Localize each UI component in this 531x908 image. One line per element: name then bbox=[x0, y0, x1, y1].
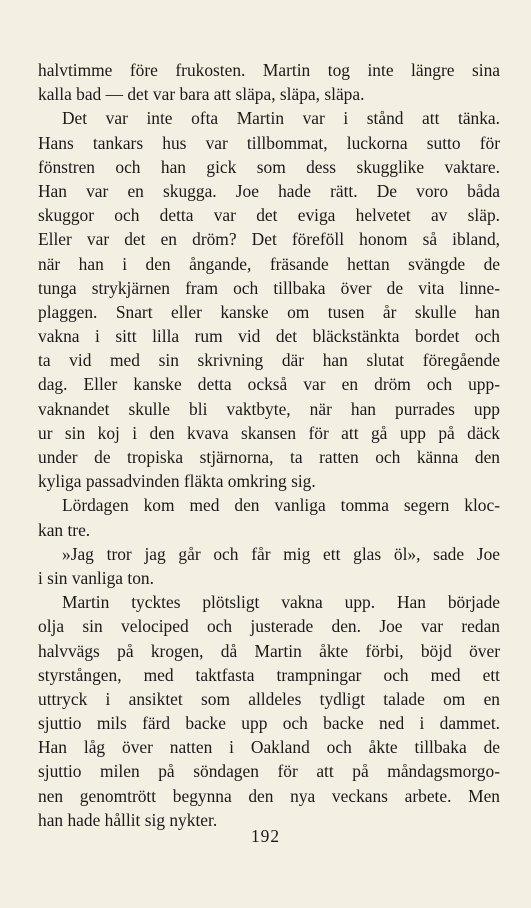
text-line: ta vid med sin skrivning där han slutat föregående bbox=[38, 350, 500, 371]
text-line: dag. Eller kanske detta också var en dröm och upp- bbox=[38, 374, 500, 395]
body-text bbox=[38, 58, 500, 832]
text-line: sjuttio mils färd backe upp och backe ned i dammet. bbox=[38, 713, 500, 734]
text-line: styrstången, med taktfasta trampningar och med ett bbox=[38, 664, 500, 685]
text-line: Eller var det en dröm? Det föreföll honom så ibland, bbox=[38, 229, 500, 250]
text-line: »Jag tror jag går och får mig ett glas öl», sade Joe bbox=[62, 543, 500, 564]
text-line: uttryck i ansiktet som alldeles tydligt talade om en bbox=[38, 688, 500, 709]
text-line: nen genomtrött begynna den nya veckans arbete. Men bbox=[38, 785, 500, 806]
text-line: Det var inte ofta Martin var i stånd att tänka. bbox=[62, 108, 500, 129]
text-line: Han var en skugga. Joe hade rätt. De voro båda bbox=[38, 180, 500, 201]
text-line: kan tre. bbox=[38, 519, 91, 540]
text-line: kalla bad — det var bara att släpa, släpa, släpa. bbox=[38, 84, 365, 105]
text-line: Han låg över natten i Oakland och åkte tillbaka de bbox=[38, 737, 500, 758]
text-line: vaknandet skulle bli vaktbyte, när han purrades upp bbox=[38, 398, 500, 419]
text-line: under de tropiska stjärnorna, ta ratten och känna den bbox=[38, 447, 500, 467]
text-line: halvvägs på krogen, då Martin åkte förbi, böjd över bbox=[38, 640, 500, 661]
text-line: tunga strykjärnen fram och tillbaka över de vita linne- bbox=[38, 277, 500, 298]
text-line: när han i den ångande, fräsande hettan svängde de bbox=[38, 253, 500, 274]
text-line: ur sin koj i den kvava skansen för att gå upp på däck bbox=[38, 422, 500, 443]
text-line: han hade hållit sig nykter. bbox=[38, 809, 218, 830]
text-line: vakna i sitt lilla rum vid det bläckstänkta bordet och bbox=[38, 326, 500, 347]
text-line: halvtimme före frukosten. Martin tog inte längre sina bbox=[38, 60, 500, 80]
text-line: i sin vanliga ton. bbox=[38, 567, 154, 588]
page-number: 192 bbox=[250, 826, 281, 846]
text-line: sjuttio milen på söndagen för att på måndagsmorgo- bbox=[38, 761, 500, 782]
text-line: fönstren och han gick som dess skugglike vaktare. bbox=[38, 156, 500, 177]
text-line: Hans tankars hus var tillbommat, luckorna sutto för bbox=[38, 132, 500, 153]
text-line: plaggen. Snart eller kanske om tusen år skulle han bbox=[38, 301, 500, 322]
text-line: skuggor och detta var det eviga helvetet av släp. bbox=[38, 205, 500, 226]
text-line: kyliga passadvinden fläkta omkring sig. bbox=[38, 471, 316, 492]
text-line: Martin tycktes plötsligt vakna upp. Han började bbox=[62, 592, 500, 613]
text-line: Lördagen kom med den vanliga tomma segern kloc- bbox=[62, 495, 500, 516]
text-line: olja sin velociped och justerade den. Joe var redan bbox=[38, 616, 500, 637]
